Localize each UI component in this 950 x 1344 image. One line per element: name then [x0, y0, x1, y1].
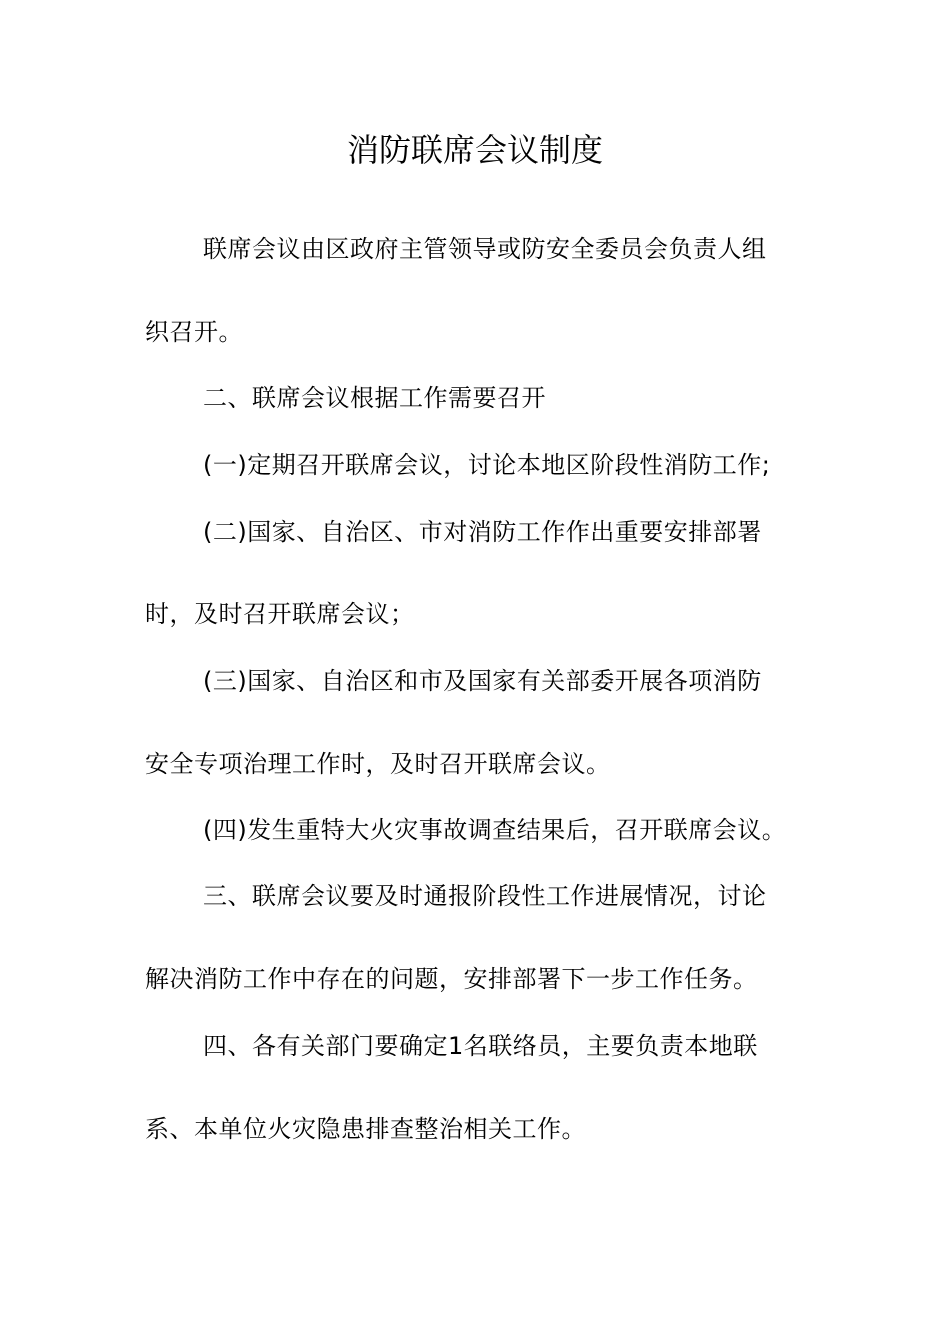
paragraph-line: 时，及时召开联席会议；	[145, 600, 415, 628]
list-item: (二)国家、自治区、市对消防工作作出重要安排部署	[203, 518, 762, 546]
paragraph-line: 安全专项治理工作时，及时召开联席会议。	[145, 750, 611, 778]
paragraph-line: 系、本单位火灾隐患排查整治相关工作。	[145, 1115, 586, 1143]
section-heading: 四、各有关部门要确定1名联络员，主要负责本地联	[203, 1032, 758, 1060]
paragraph-line: 联席会议由区政府主管领导或防安全委员会负责人组	[203, 235, 767, 263]
paragraph-line: 织召开。	[145, 318, 243, 346]
document-title: 消防联席会议制度	[346, 131, 603, 169]
list-item: (一)定期召开联席会议，讨论本地区阶段性消防工作;	[203, 451, 771, 479]
list-item: (四)发生重特大火灾事故调查结果后，召开联席会议。	[203, 816, 787, 844]
list-item: (三)国家、自治区和市及国家有关部委开展各项消防	[203, 667, 762, 695]
paragraph-line: 解决消防工作中存在的问题，安排部署下一步工作任务。	[145, 965, 758, 993]
section-heading: 二、联席会议根据工作需要召开	[203, 384, 546, 412]
section-heading: 三、联席会议要及时通报阶段性工作进展情况，讨论	[203, 882, 767, 910]
